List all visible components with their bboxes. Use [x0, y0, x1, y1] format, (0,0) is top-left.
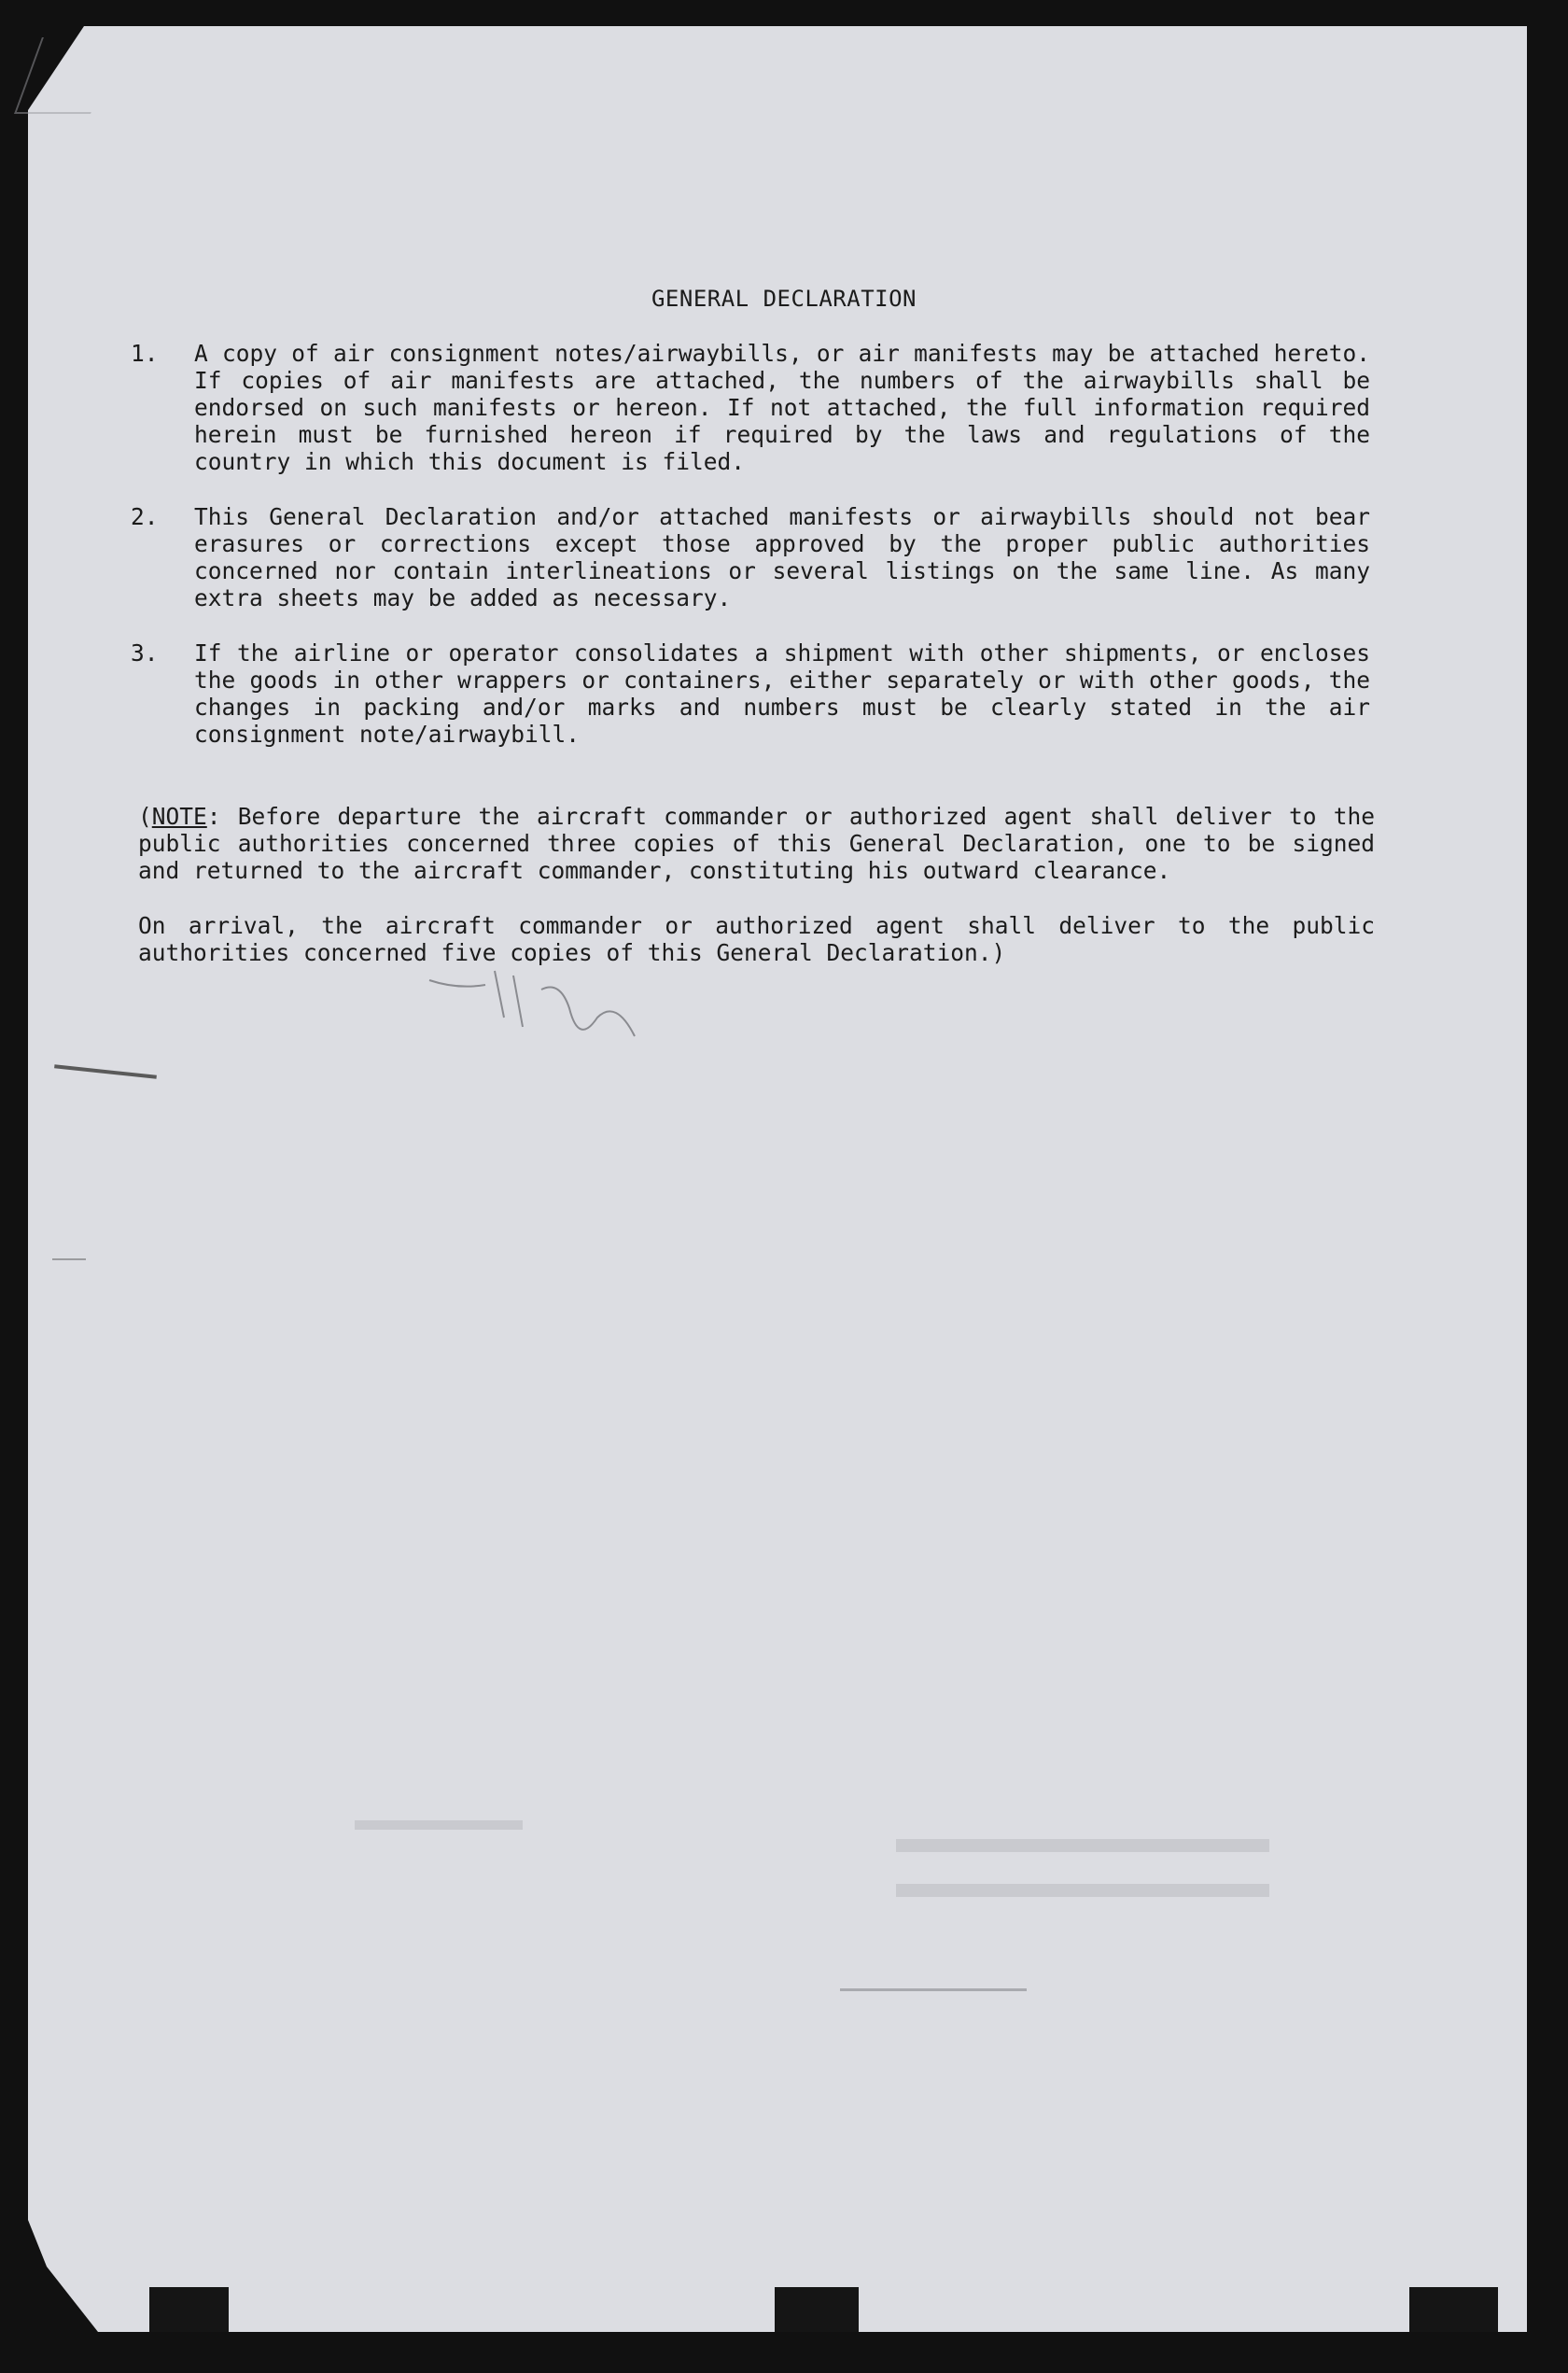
- margin-mark: [52, 1258, 86, 1260]
- faint-rule: [840, 1988, 1027, 1991]
- item-number: 1.: [131, 340, 159, 367]
- note-paragraph: [138, 803, 1375, 884]
- arrival-paragraph: On arrival, the aircraft commander or authorized agent shall deliver to the public authorities concerned five copies of this General Declaration.): [138, 912, 1375, 966]
- note-text: Before departure the aircraft commander or authorized agent shall deliver to the public authorities concerned three copies of this General Declaration, one to be signed and returned to the aircraft commander, constituting his outward clearance.: [138, 803, 1375, 884]
- note-colon: :: [206, 803, 221, 830]
- note-label: NOTE: [151, 803, 207, 830]
- item-number: 3.: [131, 639, 159, 667]
- note-open: (: [138, 803, 152, 830]
- item-text: If the airline or operator consolidates a shipment with other shipments, or encloses the goods in other wrappers or containers, either separately or with other goods, the changes in packing and/or marks and numbers must be clearly stated in the air consignment note/airwaybill.: [194, 639, 1370, 748]
- binding-tab: [1409, 2287, 1498, 2332]
- document-title: GENERAL DECLARATION: [651, 286, 917, 312]
- faint-bleed-through: [355, 1820, 523, 1830]
- faint-bleed-through: [896, 1839, 1269, 1852]
- binding-tab: [775, 2287, 859, 2332]
- signature-scribble: [420, 962, 700, 1074]
- item-text: A copy of air consignment notes/airwaybills, or air manifests may be attached hereto. If copies of air manifests are attached, the numbers of the airwaybills shall be endorsed on such manifests or hereon. If not attached, the full information required herein must be furnished hereon if required by the laws and regulations of the country in which this document is filed.: [194, 340, 1370, 475]
- faint-bleed-through: [896, 1884, 1269, 1897]
- binding-tab: [149, 2287, 229, 2332]
- item-number: 2.: [131, 503, 159, 530]
- item-text: This General Declaration and/or attached manifests or airwaybills should not bear erasures or corrections except those approved by the proper public authorities concerned nor contain interlineations or several listings on the same line. As many extra sheets may be added as necessary.: [194, 503, 1370, 611]
